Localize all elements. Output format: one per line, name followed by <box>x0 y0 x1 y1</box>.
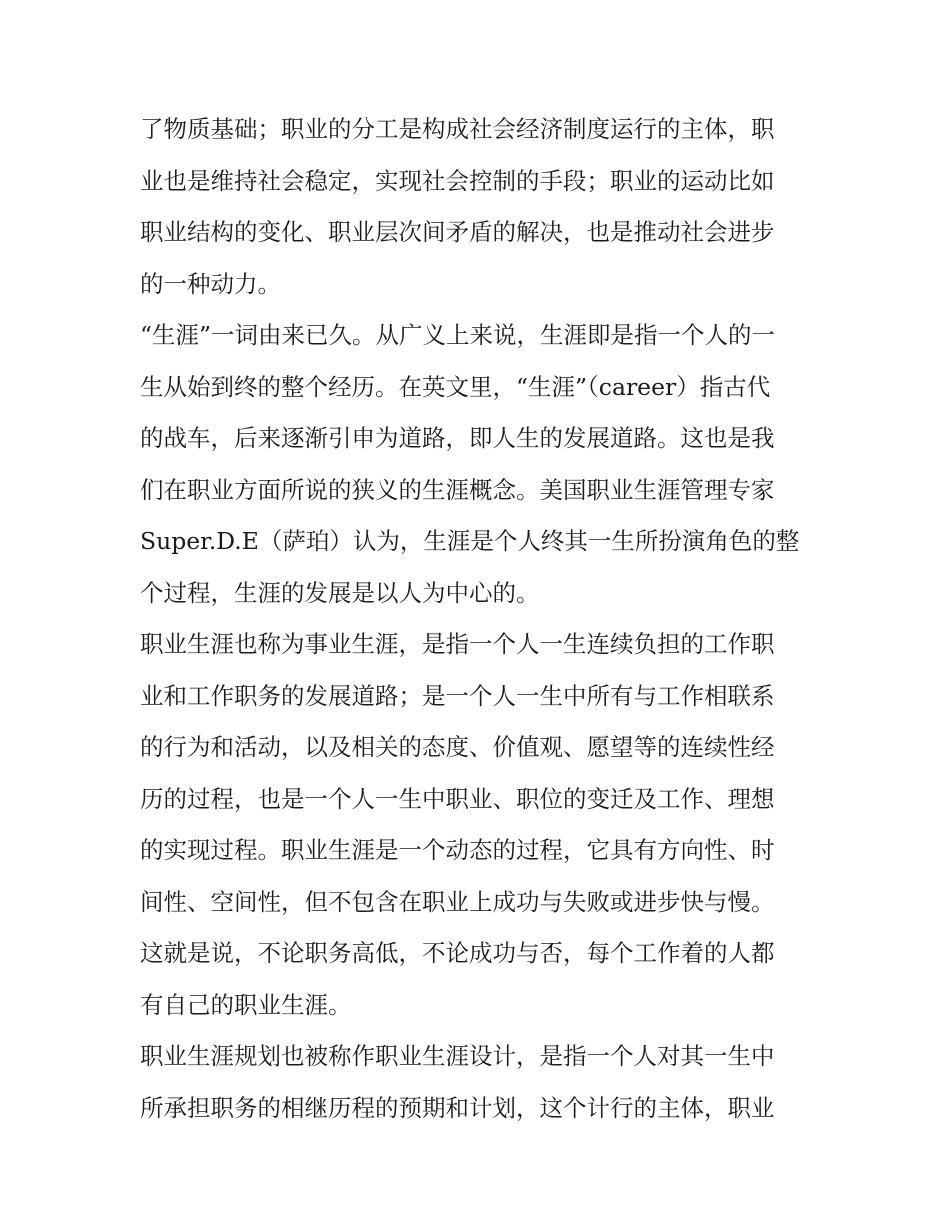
text-line: “生涯”一词由来已久。从广义上来说，生涯即是指一个人的一 <box>140 321 776 349</box>
text-line: 这就是说，不论职务高低，不论成功与否，每个工作着的人都 <box>140 939 775 967</box>
text-line: 的实现过程。职业生涯是一个动态的过程，它具有方向性、时 <box>140 836 775 864</box>
text-line: 业也是维持社会稳定，实现社会控制的手段；职业的运动比如 <box>140 166 775 195</box>
text-line: 职业结构的变化、职业层次间矛盾的解决，也是推动社会进步 <box>140 218 775 246</box>
text-line: 职业生涯规划也被称作职业生涯设计，是指一个人对其一生中 <box>140 1042 775 1070</box>
text-line: 有自己的职业生涯。 <box>140 990 352 1019</box>
text-line: 生从始到终的整个经历。在英文里，“生涯”（career）指古代 <box>140 372 771 401</box>
text-line: 业和工作职务的发展道路；是一个人一生中所有与工作相联系 <box>140 681 775 710</box>
text-line: 们在职业方面所说的狭义的生涯概念。美国职业生涯管理专家 <box>140 475 775 504</box>
text-line: 的战车，后来逐渐引申为道路，即人生的发展道路。这也是我 <box>140 424 775 452</box>
text-line: Super.D.E（萨珀）认为，生涯是个人终其一生所扮演角色的整 <box>140 527 800 555</box>
text-line: 职业生涯也称为事业生涯，是指一个人一生连续负担的工作职 <box>140 630 775 658</box>
body-text <box>140 104 820 1134</box>
text-line: 了物质基础；职业的分工是构成社会经济制度运行的主体，职 <box>140 115 775 143</box>
text-line: 个过程，生涯的发展是以人为中心的。 <box>140 578 540 607</box>
text-line: 的行为和活动，以及相关的态度、价值观、愿望等的连续性经 <box>140 733 775 761</box>
text-line: 所承担职务的相继历程的预期和计划，这个计行的主体，职业 <box>140 1093 775 1122</box>
text-line: 的一种动力。 <box>140 269 281 298</box>
text-line: 历的过程，也是一个人一生中职业、职位的变迁及工作、理想 <box>140 784 775 813</box>
text-line: 间性、空间性，但不包含在职业上成功与失败或进步快与慢。 <box>140 887 775 916</box>
